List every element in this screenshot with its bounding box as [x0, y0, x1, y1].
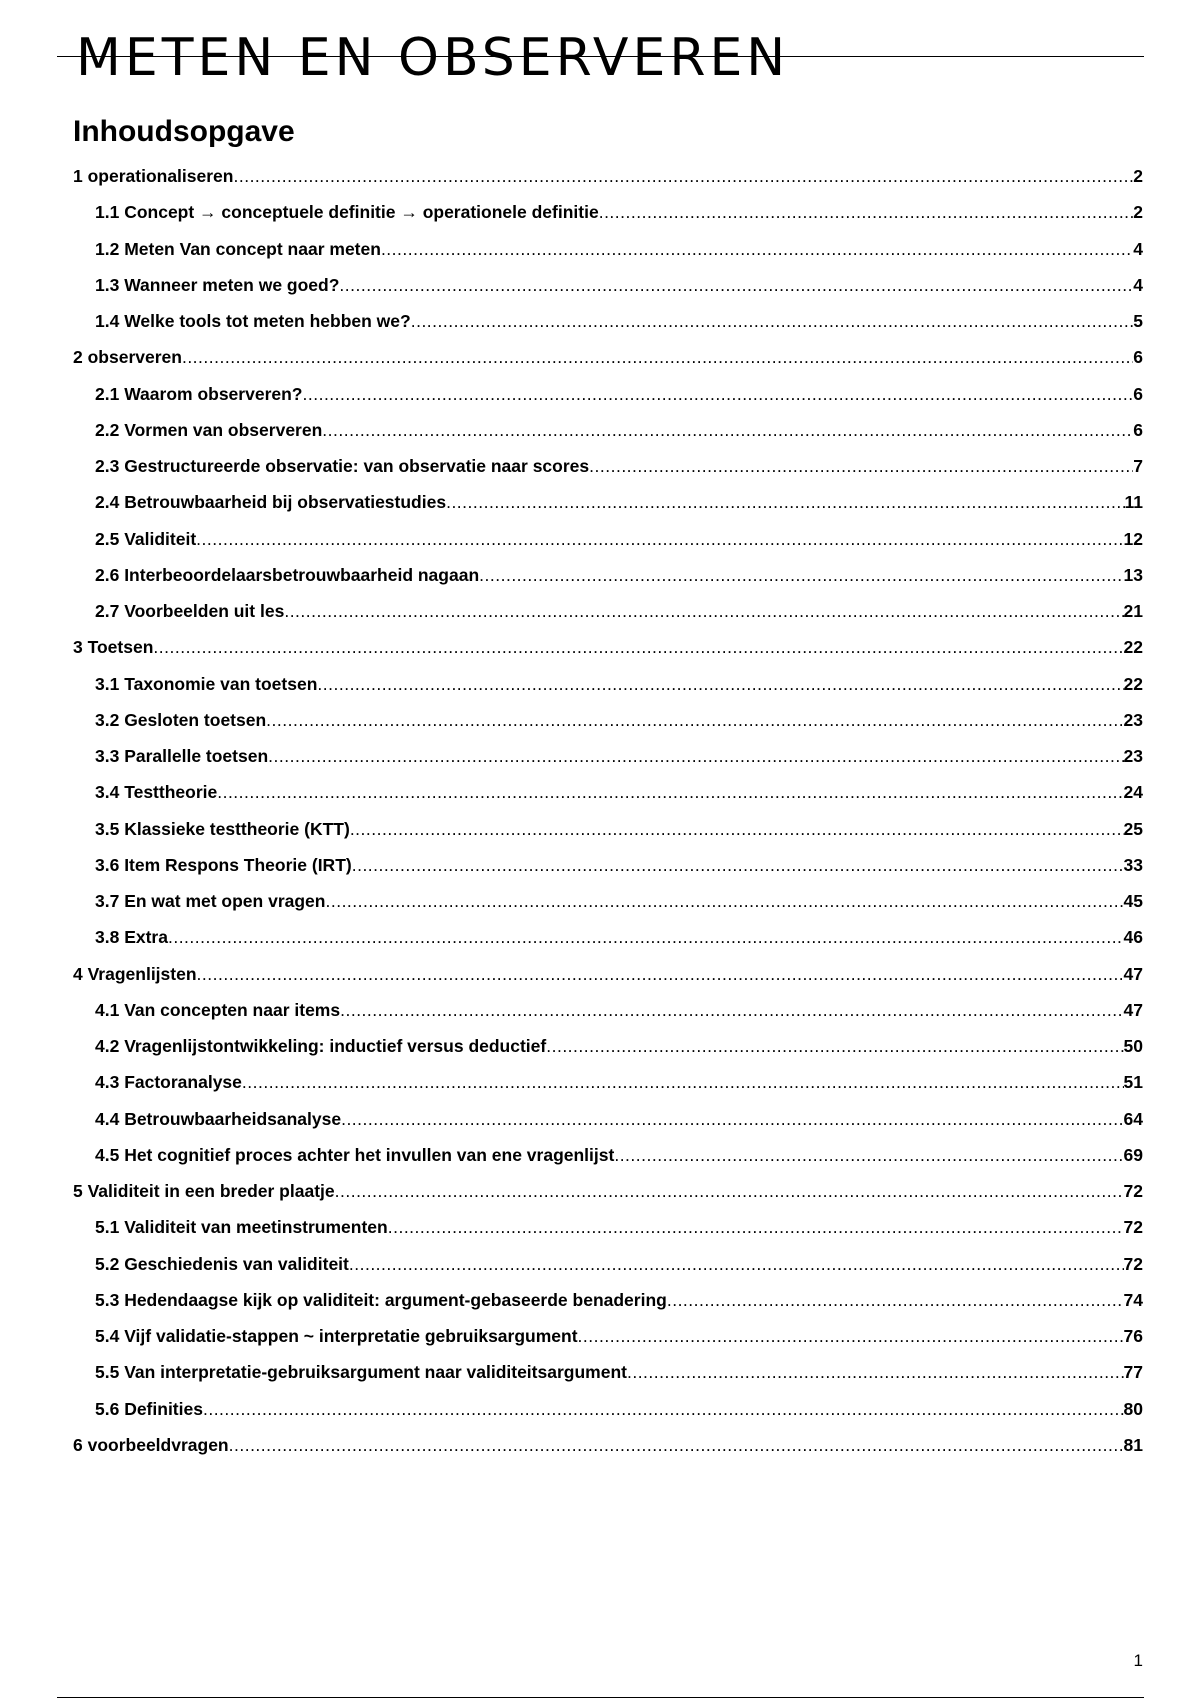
toc-dot-leader — [196, 521, 1123, 557]
toc-entry[interactable] — [73, 774, 1143, 810]
toc-entry[interactable] — [73, 1282, 1143, 1318]
toc-entry-page: 6 — [1133, 383, 1143, 404]
toc-entry[interactable] — [73, 158, 1143, 194]
toc-entry[interactable] — [73, 629, 1143, 665]
toc-entry-label: 2.4 Betrouwbaarheid bij observatiestudies — [95, 492, 447, 513]
toc-entry-page: 11 — [1124, 492, 1143, 513]
toc-entry[interactable] — [73, 484, 1143, 520]
toc-dot-leader — [197, 956, 1124, 992]
toc-entry-label: 3 Toetsen — [73, 637, 154, 658]
toc-dot-leader — [381, 231, 1133, 267]
toc-entry[interactable] — [73, 376, 1143, 412]
toc-entry-label: 4.4 Betrouwbaarheidsanalyse — [95, 1108, 342, 1129]
toc-entry-page: 33 — [1123, 854, 1143, 875]
toc-entry[interactable] — [73, 557, 1143, 593]
toc-entry-label: 3.7 En wat met open vragen — [95, 891, 326, 911]
toc-entry-page: 77 — [1123, 1362, 1143, 1383]
toc-entry[interactable] — [73, 194, 1143, 230]
toc-dot-leader — [153, 629, 1123, 665]
toc-entry-page: 72 — [1123, 1217, 1143, 1238]
toc-entry[interactable] — [73, 919, 1143, 955]
toc-entry-page: 4 — [1133, 238, 1143, 259]
toc-entry-label: 2.2 Vormen van observeren — [95, 419, 323, 440]
toc-entry-page: 22 — [1123, 673, 1143, 694]
toc-dot-leader — [667, 1282, 1124, 1318]
toc-entry[interactable] — [73, 339, 1143, 375]
toc-entry-label: 2.1 Waarom observeren? — [95, 383, 303, 404]
toc-dot-leader — [284, 593, 1123, 629]
table-of-contents — [73, 158, 1143, 1463]
toc-entry[interactable] — [73, 1427, 1143, 1463]
toc-entry-page: 76 — [1123, 1326, 1143, 1346]
toc-entry-label: 6 voorbeeldvragen — [73, 1434, 229, 1455]
toc-entry-label: 2.5 Validiteit — [95, 528, 197, 549]
toc-entry[interactable] — [73, 1028, 1143, 1064]
toc-dot-leader — [614, 1137, 1123, 1173]
toc-entry-label: 5.2 Geschiedenis van validiteit — [95, 1253, 349, 1274]
toc-entry-page: 72 — [1123, 1253, 1143, 1274]
toc-entry-page: 50 — [1123, 1036, 1143, 1056]
toc-entry-page: 45 — [1123, 891, 1143, 911]
toc-entry-page: 6 — [1133, 419, 1143, 440]
toc-entry-page: 2 — [1133, 166, 1143, 186]
toc-entry-label: 5.5 Van interpretatie-gebruiksargument naar validiteitsargument — [95, 1362, 627, 1383]
toc-entry-page: 5 — [1133, 311, 1143, 331]
toc-entry[interactable] — [73, 1173, 1143, 1209]
document-title: METEN EN OBSERVEREN — [76, 28, 790, 88]
toc-entry-label: 1.2 Meten Van concept naar meten — [95, 238, 381, 259]
toc-entry-page: 7 — [1133, 456, 1143, 476]
toc-dot-leader — [546, 1028, 1123, 1064]
toc-entry[interactable] — [73, 666, 1143, 702]
toc-dot-leader — [268, 738, 1123, 774]
toc-entry[interactable] — [73, 811, 1143, 847]
toc-dot-leader — [168, 919, 1124, 955]
toc-dot-leader — [266, 702, 1123, 738]
toc-entry-label: 5.1 Validiteit van meetinstrumenten — [95, 1217, 388, 1238]
toc-dot-leader — [339, 267, 1133, 303]
toc-dot-leader — [350, 811, 1124, 847]
toc-entry-page: 74 — [1123, 1289, 1143, 1310]
toc-entry[interactable] — [73, 1064, 1143, 1100]
toc-entry-page: 12 — [1123, 528, 1143, 549]
toc-entry[interactable] — [73, 267, 1143, 303]
toc-entry-label: 3.8 Extra — [95, 927, 168, 948]
toc-entry-label: 3.6 Item Respons Theorie (IRT) — [95, 854, 352, 875]
toc-entry-label: 2 observeren — [73, 347, 182, 368]
toc-entry-page: 25 — [1123, 818, 1143, 839]
toc-entry-label: 5.3 Hedendaagse kijk op validiteit: argument-gebaseerde benadering — [95, 1289, 667, 1310]
toc-dot-leader — [578, 1318, 1124, 1354]
toc-entry-page: 80 — [1123, 1398, 1143, 1419]
toc-dot-leader — [182, 339, 1133, 375]
toc-entry-page: 24 — [1123, 782, 1143, 803]
toc-entry-page: 13 — [1123, 564, 1143, 585]
toc-entry[interactable] — [73, 883, 1143, 919]
toc-dot-leader — [203, 1391, 1124, 1427]
toc-dot-leader — [233, 158, 1133, 194]
toc-dot-leader — [335, 1173, 1124, 1209]
toc-entry[interactable] — [73, 738, 1143, 774]
toc-entry-label: 3.2 Gesloten toetsen — [95, 709, 267, 730]
toc-entry[interactable] — [73, 1209, 1143, 1245]
toc-entry-label: 1.4 Welke tools tot meten hebben we? — [95, 311, 411, 331]
toc-entry-page: 47 — [1123, 999, 1143, 1020]
toc-dot-leader — [349, 1246, 1124, 1282]
toc-entry-label: 3.4 Testtheorie — [95, 782, 218, 803]
page-number: 1 — [1133, 1651, 1143, 1670]
toc-dot-leader — [317, 666, 1123, 702]
toc-entry[interactable] — [73, 847, 1143, 883]
toc-dot-leader — [599, 194, 1134, 230]
toc-entry-label: 4.1 Van concepten naar items — [95, 999, 341, 1020]
toc-entry[interactable] — [73, 1354, 1143, 1390]
toc-entry-page: 2 — [1133, 202, 1143, 223]
toc-dot-leader — [352, 847, 1124, 883]
toc-entry-label: 4.5 Het cognitief proces achter het invullen van ene vragenlijst — [95, 1144, 615, 1165]
toc-entry-page: 51 — [1123, 1072, 1143, 1093]
toc-entry-label: 1.3 Wanneer meten we goed? — [95, 274, 340, 295]
toc-entry-page: 6 — [1133, 347, 1143, 368]
toc-entry[interactable] — [73, 593, 1143, 629]
toc-entry-label: 3.3 Parallelle toetsen — [95, 746, 269, 766]
toc-entry[interactable] — [73, 231, 1143, 267]
toc-entry-page: 22 — [1123, 637, 1143, 658]
toc-entry-page: 4 — [1133, 274, 1143, 295]
toc-entry-page: 72 — [1123, 1181, 1143, 1201]
toc-dot-leader — [446, 484, 1124, 520]
toc-dot-leader — [217, 774, 1123, 810]
toc-entry-page: 46 — [1123, 927, 1143, 948]
toc-dot-leader — [589, 448, 1133, 484]
toc-entry-label: 3.5 Klassieke testtheorie (KTT) — [95, 818, 350, 839]
toc-entry-label: 5.6 Definities — [95, 1398, 203, 1419]
toc-entry-label: 2.3 Gestructureerde observatie: van observatie naar scores — [95, 456, 590, 476]
toc-entry-label: 4 Vragenlijsten — [73, 963, 197, 984]
toc-dot-leader — [479, 557, 1123, 593]
toc-entry-label: 5 Validiteit in een breder plaatje — [73, 1181, 335, 1201]
toc-entry[interactable] — [73, 1318, 1143, 1354]
toc-entry-label: 5.4 Vijf validatie-stappen ~ interpretatie gebruiksargument — [95, 1326, 578, 1346]
toc-entry[interactable] — [73, 1391, 1143, 1427]
footer-rule — [57, 1697, 1144, 1698]
toc-dot-leader — [388, 1209, 1124, 1245]
toc-entry-label: 3.1 Taxonomie van toetsen — [95, 673, 318, 694]
toc-dot-leader — [242, 1064, 1124, 1100]
toc-dot-leader — [411, 303, 1134, 339]
toc-entry[interactable] — [73, 956, 1143, 992]
toc-entry[interactable] — [73, 412, 1143, 448]
toc-entry-label: 4.3 Factoranalyse — [95, 1072, 242, 1093]
toc-entry[interactable] — [73, 303, 1143, 339]
toc-entry-page: 81 — [1123, 1434, 1143, 1455]
toc-dot-leader — [229, 1427, 1124, 1463]
toc-entry[interactable] — [73, 992, 1143, 1028]
toc-entry[interactable] — [73, 1101, 1143, 1137]
toc-dot-leader — [340, 992, 1123, 1028]
toc-entry-page: 23 — [1123, 709, 1143, 730]
toc-dot-leader — [341, 1101, 1123, 1137]
toc-heading: Inhoudsopgave — [73, 115, 295, 148]
toc-entry[interactable] — [73, 448, 1143, 484]
toc-entry-page: 69 — [1123, 1144, 1143, 1165]
toc-dot-leader — [303, 376, 1134, 412]
toc-entry[interactable] — [73, 1137, 1143, 1173]
toc-entry-page: 64 — [1123, 1108, 1143, 1129]
toc-entry[interactable] — [73, 521, 1143, 557]
toc-dot-leader — [325, 883, 1123, 919]
toc-dot-leader — [322, 412, 1133, 448]
toc-dot-leader — [627, 1354, 1124, 1390]
toc-entry-label: 1.1 Concept → conceptuele definitie → operationele definitie — [95, 202, 599, 223]
toc-entry-page: 47 — [1123, 963, 1143, 984]
toc-entry-label: 4.2 Vragenlijstontwikkeling: inductief versus deductief — [95, 1036, 547, 1056]
toc-entry-page: 21 — [1123, 601, 1143, 621]
toc-entry-label: 2.7 Voorbeelden uit les — [95, 601, 285, 621]
toc-entry-label: 2.6 Interbeoordelaarsbetrouwbaarheid nagaan — [95, 564, 480, 585]
title-strike-rule — [57, 56, 1144, 57]
toc-entry-page: 23 — [1123, 746, 1143, 766]
toc-entry[interactable] — [73, 702, 1143, 738]
toc-entry-label: 1 operationaliseren — [73, 166, 234, 186]
toc-entry[interactable] — [73, 1246, 1143, 1282]
